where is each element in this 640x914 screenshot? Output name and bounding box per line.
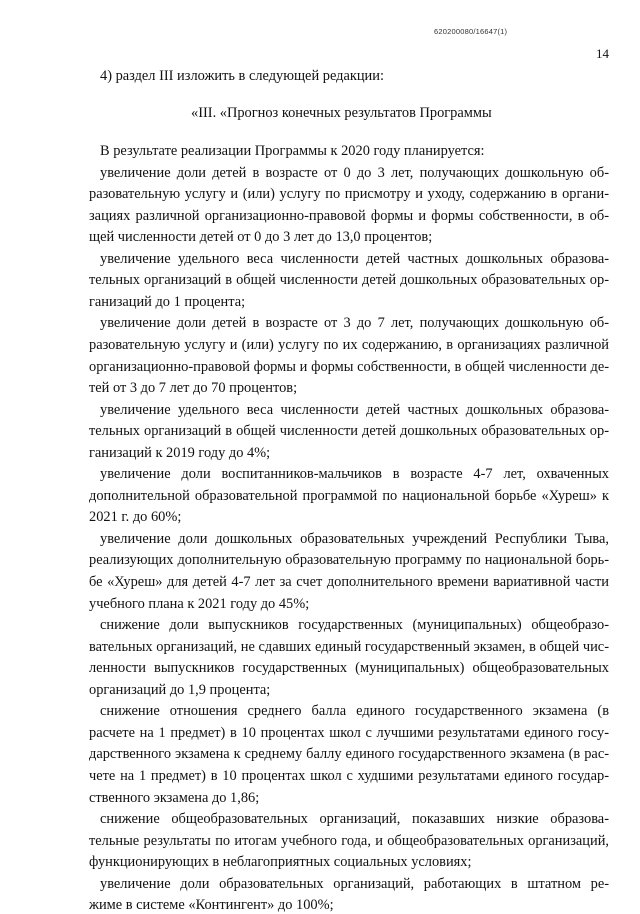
paragraph-line: бе «Хуреш» для детей 4-7 лет за счет дополнительного времени вариативной части [89, 574, 609, 590]
intro-line: 4) раздел III изложить в следующей редакции: [100, 68, 384, 84]
paragraph-line: жиме в системе «Контингент» до 100%; [89, 897, 334, 914]
paragraph-line: увеличение доли образовательных организаций, работающих в штатном ре- [100, 875, 609, 892]
paragraph-line: разовательную услугу и (или) услугу по присмотру и уходу, содержанию в органи- [89, 186, 609, 203]
paragraph-line: ленности выпускников государственных (муниципальных) общеобразовательных [89, 660, 609, 677]
paragraph-line: щей численности детей от 0 до 3 лет до 13,0 процентов; [89, 229, 433, 246]
paragraph-line: увеличение доли детей в возрасте от 0 до 3 лет, получающих дошкольную об- [100, 164, 609, 181]
paragraph-line: тей от 3 до 7 лет до 70 процентов; [89, 380, 298, 397]
paragraph-line: ганизаций к 2019 году до 4%; [89, 444, 271, 461]
paragraph-line: увеличение удельного веса численности детей частных дошкольных образова- [100, 401, 609, 418]
paragraph-line: снижение доли выпускников государственных (муниципальных) общеобразо- [100, 617, 609, 634]
paragraph-line: В результате реализации Программы к 2020 году планируется: [100, 143, 485, 159]
section-title: «III. «Прогноз конечных результатов Программы [191, 105, 492, 121]
paragraph-line: ственного экзамена до 1,86; [89, 789, 260, 806]
page-number: 14 [596, 46, 609, 61]
paragraph-line: зациях различной организационно-правовой формы и формы собственности, в об- [89, 207, 609, 224]
paragraph-line: чете на 1 предмет) в 10 процентах школ с худшими результатами единого государ- [89, 767, 609, 784]
document-id: 620200080/16647(1) [434, 27, 508, 36]
paragraph-line: разовательную услугу и (или) услугу по их содержанию, в организациях различной [89, 336, 609, 353]
paragraph-line: ганизаций до 1 процента; [89, 293, 246, 310]
paragraph-line: функционирующих в неблагоприятных социальных условиях; [89, 854, 472, 871]
paragraph-line: организаций до 1,9 процента; [89, 681, 271, 698]
paragraph-line: вательных организаций, не сдавших единый государственный экзамен, в общей чис- [89, 638, 609, 655]
paragraph-line: дополнительной образовательной программой по национальной борьбе «Хуреш» к [89, 487, 609, 504]
paragraph-line: увеличение доли детей в возрасте от 3 до 7 лет, получающих дошкольную об- [100, 315, 609, 332]
paragraph-line: увеличение удельного веса численности детей частных дошкольных образова- [100, 250, 609, 267]
paragraph-line: организационно-правовой формы и формы собственности, в общей численности де- [89, 358, 609, 375]
paragraph-line: 2021 г. до 60%; [89, 509, 182, 526]
paragraph-line: увеличение доли дошкольных образовательных учреждений Республики Тыва, [100, 530, 609, 547]
paragraph-line: расчете на 1 предмет) в 10 процентах школ с лучшими результатами единого госу- [89, 724, 609, 741]
paragraph-line: тельных организаций в общей численности детей дошкольных образовательных ор- [89, 272, 609, 289]
paragraph-line: учебного плана к 2021 году до 45%; [89, 595, 310, 612]
paragraph-line: снижение общеобразовательных организаций, показавших низкие образова- [100, 811, 609, 828]
paragraph-line: увеличение доли воспитанников-мальчиков в возрасте 4-7 лет, охваченных [100, 466, 609, 483]
paragraph-line: реализующих дополнительную образовательную программу по национальной борь- [89, 552, 609, 569]
paragraph-line: снижение отношения среднего балла единого государственного экзамена (в [100, 703, 609, 720]
paragraph-line: дарственного экзамена к среднему баллу единого государственного экзамена (в рас- [89, 746, 609, 763]
paragraph-line: тельных организаций в общей численности детей дошкольных образовательных ор- [89, 423, 609, 440]
paragraph-line: тельные результаты по итогам учебного года, и общеобразовательных организаций, [89, 832, 609, 849]
